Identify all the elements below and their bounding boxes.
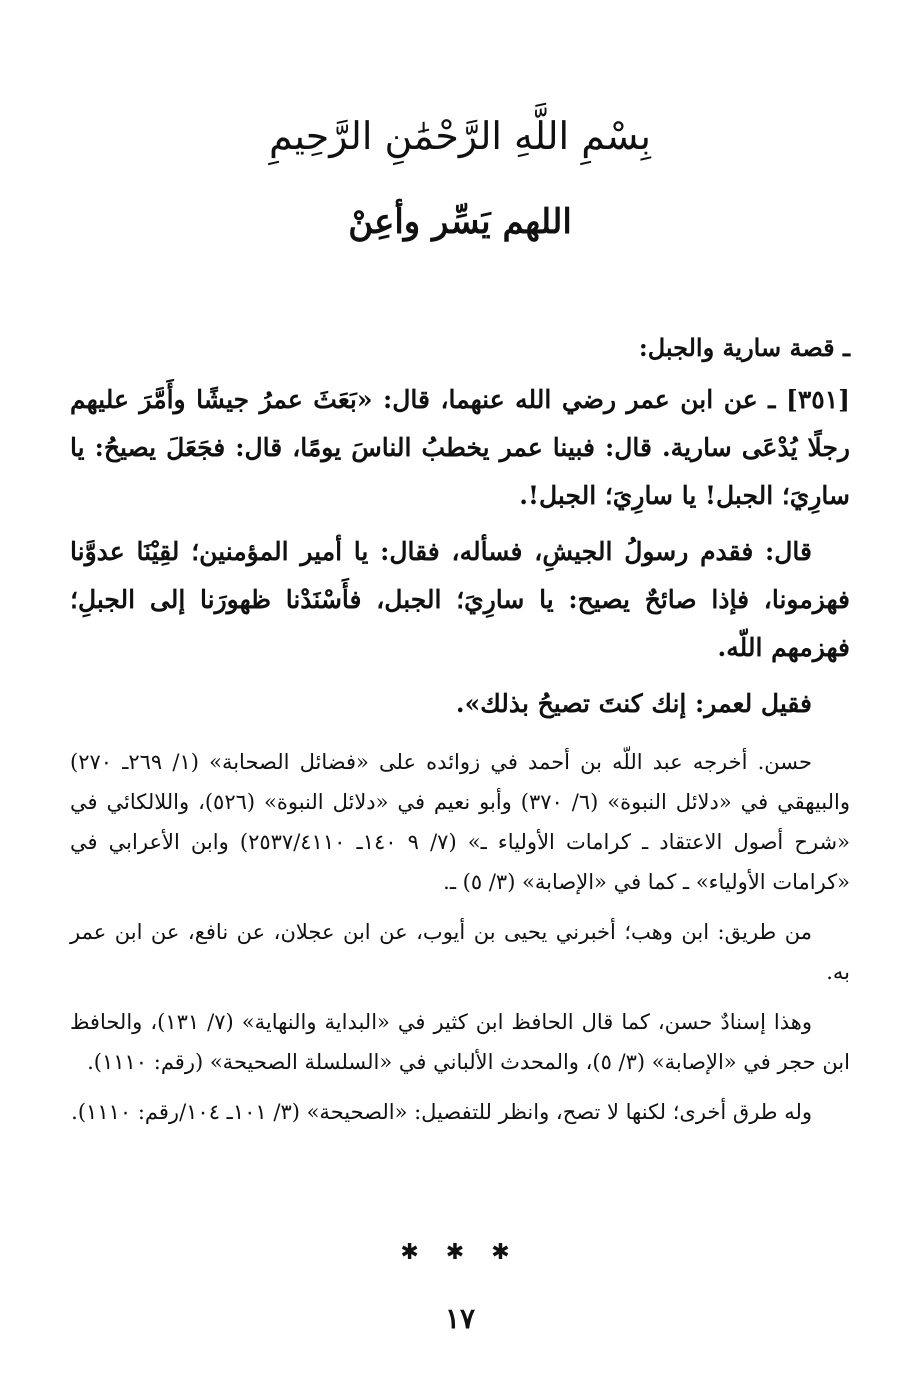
hadith-paragraph: قال: فقدم رسولُ الجيشِ، فسأله، فقال: يا أمير المؤمنين؛ لقِيْنَا عدوَّنا فهزمونا، فإذا صائحٌ يصيح: يا سارِيَ؛ الجبل، فأَسْنَدْنا ظهورَنا إلى الجبلِ؛ فهزمهم اللّه. <box>70 537 850 662</box>
basmala: بِسْمِ اللَّهِ الرَّحْمَٰنِ الرَّحِيمِ <box>269 114 651 158</box>
hadith-text <box>70 376 850 728</box>
takhrij-notes <box>70 742 850 1132</box>
note-paragraph: وله طرق أخرى؛ لكنها لا تصح، وانظر للتفصيل: «الصحيحة» (٣/ ١٠١ـ ١٠٤/رقم: ١١١٠). <box>71 1100 812 1124</box>
hadith-paragraph: [٣٥١] ـ عن ابن عمر رضي الله عنهما، قال: «بَعَثَ عمرُ جيشًا وأَمَّرَ عليهم رجلًا يُدْعَى سارية. قال: فبينا عمر يخطبُ الناسَ يومًا، قال: فجَعَلَ يصيحُ: يا سارِيَ؛ الجبل! يا سارِيَ؛ الجبل!. <box>70 385 850 510</box>
section-heading: ـ قصة سارية والجبل: <box>638 333 850 362</box>
note-paragraph: حسن. أخرجه عبد اللّه بن أحمد في زوائده على «فضائل الصحابة» (١/ ٢٦٩ـ ٢٧٠) والبيهقي في «دلائل النبوة» (٦/ ٣٧٠) وأبو نعيم في «دلائل النبوة» (٥٢٦)، واللالكائي في «شرح أصول الاعتقاد ـ كرامات الأولياء ـ» (٧/ ٩ ١٤٠ـ ٢٥٣٧/٤١١٠) وابن الأعرابي في «كرامات الأولياء» ـ كما في «الإصابة» (٣/ ٥) ـ. <box>70 750 850 894</box>
page-number: ١٧ <box>444 1302 476 1335</box>
hadith-paragraph: فقيل لعمر: إنك كنتَ تصيحُ بذلك». <box>455 689 812 718</box>
opening-supplication: اللهم يَسِّر وأعِنْ <box>348 202 572 242</box>
page-content <box>70 328 850 1142</box>
note-paragraph: من طريق: ابن وهب؛ أخبرني يحيى بن أيوب، عن ابن عجلان، عن نافع، عن ابن عمر به. <box>70 920 850 984</box>
note-paragraph: وهذا إسنادٌ حسن، كما قال الحافظ ابن كثير في «البداية والنهاية» (٧/ ١٣١)، والحافظ ابن حجر في «الإصابة» (٣/ ٥)، والمحدث الألباني في «السلسلة الصحيحة» (رقم: ١١١٠). <box>70 1010 850 1074</box>
section-separator: ✱ ✱ ✱ <box>400 1240 520 1265</box>
